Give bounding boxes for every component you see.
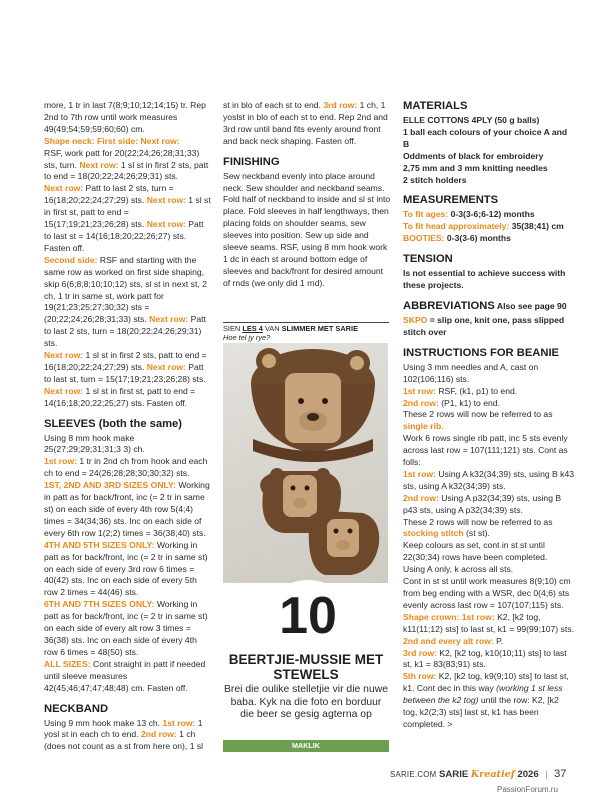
instructions-paragraph xyxy=(403,362,575,386)
abbreviations-title: ABBREVIATIONS xyxy=(403,299,495,312)
neckband-text-run: 2nd row: xyxy=(140,729,177,740)
sien-prefix: SIEN xyxy=(223,324,243,333)
neck-shaping-text-run: more, 1 tr in last 7(8;9;10;12;14;15) tr. Rep 2nd to 7th row until work measures 49(49;54;59;59;60;60) cm. xyxy=(44,100,206,134)
sleeves-text-run: Using 8 mm hook make 25(27;29;29;31;31;3 3) ch. xyxy=(44,432,145,455)
instructions-text-run: 2nd row: xyxy=(403,397,439,408)
neckband-cont-text-run: 3rd row: xyxy=(323,100,358,110)
abbreviations-text-run: = slip one, knit one, pass slipped stitch over xyxy=(403,314,565,337)
watermark: PassionForum.ru xyxy=(497,785,558,794)
tension-heading: TENSION xyxy=(403,253,453,266)
measurements-paragraph xyxy=(403,233,575,245)
instructions-text-run: single rib. xyxy=(403,421,444,432)
neck-shaping-paragraph xyxy=(44,255,212,350)
materials-text-run: 1 ball each colours of your choice A and B xyxy=(403,126,568,149)
measurements-text-run: 0-3(3-6;6-12) months xyxy=(448,209,535,220)
materials-text-run: 2,75 mm and 3 mm knitting needles xyxy=(403,162,548,173)
sleeves-text-run: 4TH AND 5TH SIZES ONLY: xyxy=(44,539,155,550)
sleeves-text xyxy=(44,433,212,695)
finishing-text-run: Sew neckband evenly into place around neck. Sew shoulder and neckband seams. Fold half of neckband to inside and sl st into place. Fold sleeves in half lengthways, then placing folds on shoulder seams, sew sleeves into position. Sew up side and sleeve seams. RSF, using 8 mm hook work 1 dc in each st around bottom edge of sleeves and back/front for desired amount of rnds (we only did 1 rnd). xyxy=(223,170,391,288)
sleeves-paragraph xyxy=(44,659,212,695)
neck-shaping-text-run: Second side: xyxy=(44,254,98,265)
footer-kreatief: Kreatief xyxy=(470,769,515,780)
materials-text-run: 2 stitch holders xyxy=(403,174,467,185)
neck-shaping-text-run: Next row: xyxy=(146,219,186,230)
sleeves-text-run: 1st row: xyxy=(44,456,77,467)
neckband-text-run: Using 9 mm hook make 13 ch. xyxy=(44,717,163,728)
neck-shaping-paragraph xyxy=(44,136,212,148)
instructions-text-run: K2, [k2 tog, k9(9;10) sts] to last st, k1. Cont dec in this way xyxy=(403,671,569,694)
left-column xyxy=(44,100,212,753)
tension-text-run: Is not essential to achieve success with these projects. xyxy=(403,268,566,291)
instructions-paragraph xyxy=(403,564,575,576)
tension-paragraph xyxy=(403,268,575,292)
sleeves-text-run: 1ST, 2ND AND 3RD SIZES ONLY: xyxy=(44,480,176,491)
neck-shaping-paragraph xyxy=(44,350,212,386)
neck-shaping-text-run: Next row: xyxy=(44,183,84,194)
sleeves-paragraph xyxy=(44,599,212,659)
instructions-text-run: 2nd and every alt row: xyxy=(403,635,494,646)
instructions-text-run: Using A k32(34;39) sts, using B k43 sts, using A k32(34;39) sts. xyxy=(403,468,575,491)
sien-title: SLIMMER MET SARIE xyxy=(281,324,358,333)
neck-shaping-paragraph xyxy=(44,100,212,136)
instructions-text-run: 5th row: xyxy=(403,671,437,682)
instructions-paragraph xyxy=(403,540,575,564)
instructions-text-run: 1st row: xyxy=(403,468,436,479)
neckband-heading: NECKBAND xyxy=(44,702,109,715)
knitted-set-illustration xyxy=(223,343,388,583)
measurements-paragraph xyxy=(403,209,575,221)
neck-shaping-text-run: Next row: xyxy=(44,350,84,361)
instructions-paragraph xyxy=(403,386,575,398)
instructions-paragraph xyxy=(403,648,575,672)
abbreviations-heading xyxy=(403,300,575,313)
instructions-text-run: Using A p32(34;39) sts, using B p43 sts, using A p32(34;39) sts. xyxy=(403,492,562,515)
neck-shaping-text-run: Patt to last 2 sts, turn = 16(18;20;22;24;27;29) sts. xyxy=(44,183,174,206)
materials-text-run: ELLE COTTONS 4PLY (50 g balls) xyxy=(403,115,540,125)
neck-shaping-text-run: Patt to last st, turn = 15(17;19;21;23;26;28) sts. xyxy=(44,361,206,384)
neck-shaping-paragraph xyxy=(44,386,212,410)
sien-question: Hoe tel jy rye? xyxy=(223,332,271,342)
neck-shaping-text-run: Next row: xyxy=(79,159,119,170)
instructions-text-run: K2, [k2 tog, k11(11;12) sts] to last st, k1 = 99(99;107) sts. xyxy=(403,611,574,634)
page-footer xyxy=(390,768,576,781)
instructions-text-run: RSF, (k1, p1) to end. xyxy=(435,385,518,396)
beanie-instructions xyxy=(403,362,575,731)
difficulty-bar: MAKLIK xyxy=(223,740,389,752)
sleeves-text-run: Cont straight in patt if needed until sleeve measures 42(45;46;47;47;48;48) cm. Fasten off. xyxy=(44,658,206,693)
neck-shaping-text-run: RSF and starting with the same row as worked on first side shaping, skip 6(6;8;8;10;10;12) sts, sl st in next st, 2 ch, 1 tr in same st, work patt for 19(21;23;25;27;30;32) sts = (20;22;24;26;28;31;33) sts. xyxy=(44,254,207,325)
project-description: Brei die oulike stelletjie vir die nuwe baba. Kyk na die foto en borduur die beer se gesig agterna op xyxy=(223,684,389,721)
neck-shaping-text-run: 1 sl st in first st, patt to end = 15(17;19;21;23;26;28) sts. xyxy=(44,195,211,230)
sleeves-text-run: 6TH AND 7TH SIZES ONLY: xyxy=(44,599,155,610)
materials-paragraph xyxy=(403,151,575,163)
finishing-paragraph xyxy=(223,171,391,290)
neck-shaping-text-run: 1 sl st in first 2 sts, patt to end = 18(20;22;24;26;29;31) sts. xyxy=(44,159,209,182)
neckband-text xyxy=(44,718,212,754)
neck-shaping-text-run: Next row: xyxy=(146,195,186,206)
sleeves-heading: SLEEVES (both the same) xyxy=(44,417,183,430)
sleeves-paragraph xyxy=(44,540,212,600)
abbreviations-list xyxy=(403,315,575,339)
abbreviations-paragraph xyxy=(403,315,575,339)
neck-shaping-text-run: 1 sl st in first 2 sts, patt to end = 16(18;20;22;24;27;29) sts. xyxy=(44,350,207,372)
footer-year: 2026 xyxy=(517,769,539,780)
instructions-heading: INSTRUCTIONS FOR BEANIE xyxy=(403,346,560,359)
materials-paragraph xyxy=(403,115,575,127)
instructions-paragraph xyxy=(403,469,575,493)
measurements-text-run: 35(38;41) cm xyxy=(509,221,564,232)
instructions-paragraph xyxy=(403,398,575,410)
neckband-cont-paragraph xyxy=(223,100,391,148)
footer-site: SARIE.COM xyxy=(390,770,437,779)
sleeves-paragraph xyxy=(44,456,212,480)
instructions-text-run: P. xyxy=(493,635,504,646)
instructions-text-run: stocking stitch xyxy=(403,528,464,539)
instructions-paragraph xyxy=(403,576,575,612)
measurements-text-run: To fit head approximately: xyxy=(403,221,510,232)
right-column xyxy=(403,100,575,731)
instructions-text-run: K2, [k2 tog, k10(10;11) sts] to last st, k1 = 83(83;91) sts. xyxy=(403,647,567,670)
measurements-heading: MEASUREMENTS xyxy=(403,194,499,207)
measurements-paragraph xyxy=(403,221,575,233)
instructions-text-run: 3rd row: xyxy=(403,647,437,658)
cross-reference-rule xyxy=(223,322,389,323)
finishing-heading: FINISHING xyxy=(223,155,280,168)
measurements-text-run: BOOTIES: xyxy=(403,233,445,244)
instructions-paragraph xyxy=(403,636,575,648)
instructions-paragraph xyxy=(403,493,575,517)
neckband-cont-text-run: 1 ch, 1 yoslst in blo of each st to end. Rep 2nd and 3rd row until band fits evenly around front and back neck shaping. Fasten off. xyxy=(223,100,388,146)
instructions-text-run: Shape crown: 1st row: xyxy=(403,611,495,622)
sleeves-text-run: Working in patt as for back/front, inc (= 2 tr in same st) on each side of every 3rd row 6 times = 40(42) sts. Inc on each side of every 5th row 2 times = 44(46) sts. xyxy=(44,539,208,598)
neck-shaping-text-run: Shape neck: First side: Next row: xyxy=(44,135,180,146)
middle-column xyxy=(223,100,391,290)
neck-shaping-text-run: RSF, work patt for 20(22;24;26;28;31;33) sts, turn. xyxy=(44,147,200,170)
instructions-text-run: Using 3 mm needles and A, cast on 102(106;116) sts. xyxy=(403,361,539,384)
beanie-booties-photo xyxy=(223,343,388,583)
footer-magazine: SARIE xyxy=(438,769,469,780)
neckband-text-run: 1st row: xyxy=(162,717,196,728)
sleeves-text-run: 1 tr in 2nd ch from hook and each ch to end = 24(26;28;28;30;30;32) sts. xyxy=(44,456,208,479)
neckband-text-run: 1 yosl st in each ch to end. xyxy=(44,717,203,740)
sleeves-text-run: Working in patt as for back/front, inc (= 2 tr in same st) on each side of every alt row 3 times = 36(38) sts. Inc on each side of every 4th row 6 times = 48(50) sts. xyxy=(44,599,208,657)
instructions-paragraph xyxy=(403,433,575,469)
sien-les: LES 4 xyxy=(242,324,263,333)
sleeves-text-run: Working in patt as for back/front, inc (= 2 tr in same st) on each side of every 4th row 5(4;4) times = 34(34;36) sts. Inc on each side of every 6th row 1(2;2) times = 36(38;40) sts. xyxy=(44,480,210,538)
instructions-paragraph xyxy=(403,671,575,731)
project-title: BEERTJIE-MUSSIE MET STEWELS xyxy=(228,652,384,682)
neck-shaping-text-run: 1 sl st in first st, patt to end = 14(16;18;20;22;25;27) sts. Fasten off. xyxy=(44,385,196,408)
neck-shaping-text-run: Next row: xyxy=(149,314,189,325)
measurements-text-run: 0-3(3-6) months xyxy=(444,233,511,244)
abbreviations-text-run: SKPO xyxy=(403,314,428,325)
materials-paragraph xyxy=(403,175,575,187)
materials-paragraph xyxy=(403,163,575,175)
footer-separator: | xyxy=(545,769,548,779)
instructions-paragraph xyxy=(403,517,575,541)
instructions-text-run: These 2 rows will now be referred to as xyxy=(403,409,553,420)
neck-shaping-paragraph xyxy=(44,148,212,184)
finishing-text xyxy=(223,171,391,290)
instructions-text-run: (st st). xyxy=(463,528,490,539)
instructions-text-run: Keep colours as set, cont in st st until 22(30;34) rows have been completed. xyxy=(403,540,548,563)
neckband-cont-text-run: st in blo of each st to end. xyxy=(223,100,324,110)
instructions-text-run: until the row: K2, [k2 tog, k2(2;3) sts] last st, k1 has been completed. > xyxy=(403,695,559,729)
materials-heading: MATERIALS xyxy=(403,100,468,112)
neckband-continued-text xyxy=(223,100,391,148)
instructions-paragraph xyxy=(403,409,575,433)
measurements-list xyxy=(403,209,575,245)
instructions-text-run: Work 6 rows single rib patt, inc 5 sts evenly across last row = 107(111;121) sts. Cont as folls: xyxy=(403,433,568,468)
neck-shaping-text-run: Next row: xyxy=(44,385,84,396)
materials-paragraph xyxy=(403,127,575,151)
instructions-text-run: 2nd row: xyxy=(403,492,439,503)
sleeves-paragraph xyxy=(44,433,212,457)
instructions-text-run: Cont in st st until work measures 8(9;10) cm from beg ending with a WSR, dec 0(4;6) sts evenly across last row = 107(107;115) sts. xyxy=(403,576,571,610)
materials-list xyxy=(403,115,575,186)
abbreviations-see-page: Also see page 90 xyxy=(494,300,567,311)
neck-shaping-text-run: Patt to last st = 14(16;18;20;22;26;27) sts. Fasten off. xyxy=(44,219,204,253)
sleeves-text-run: ALL SIZES: xyxy=(44,658,91,669)
measurements-text-run: To fit ages: xyxy=(403,209,449,220)
neck-shaping-text xyxy=(44,100,212,410)
instructions-text-run: (working 1 st less between the k2 tog) xyxy=(403,683,563,706)
tension-text xyxy=(403,268,575,292)
neckband-text-run: 1 ch (does not count as a st from here on), 1 sl xyxy=(44,729,204,752)
neckband-paragraph xyxy=(44,718,212,754)
instructions-text-run: These 2 rows will now be referred to as xyxy=(403,516,553,527)
sleeves-paragraph xyxy=(44,480,212,540)
project-number: 10 xyxy=(279,587,337,645)
neck-shaping-text-run: Patt to last 2 sts, turn = 18(20;22;24;26;29;31) sts. xyxy=(44,314,206,349)
sien-mid: VAN xyxy=(262,324,282,333)
page-number: 37 xyxy=(554,768,567,780)
neck-shaping-paragraph xyxy=(44,183,212,254)
instructions-paragraph xyxy=(403,612,575,636)
instructions-text-run: 1st row: xyxy=(403,385,436,396)
instructions-text-run: (P1, k1) to end. xyxy=(438,397,500,408)
instructions-text-run: Using A only, k across all sts. xyxy=(403,564,514,575)
materials-text-run: Oddments of black for embroidery xyxy=(403,150,544,161)
neck-shaping-text-run: Next row: xyxy=(146,361,186,372)
